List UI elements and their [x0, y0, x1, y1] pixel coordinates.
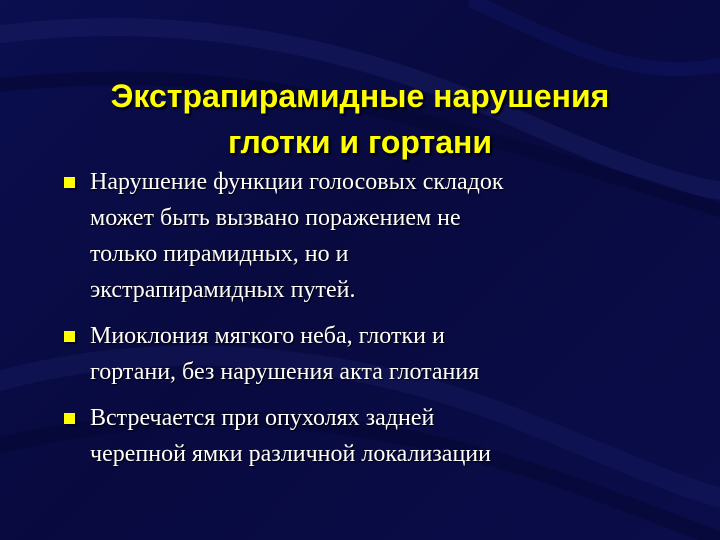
bullet-line: гортани, без нарушения акта глотания: [90, 359, 480, 385]
bullet-line: Миоклония мягкого неба, глотки и: [90, 323, 445, 349]
bullet-line: может быть вызвано поражением не: [90, 205, 461, 231]
bullet-line: черепной ямки различной локализации: [90, 441, 491, 467]
bullet-line: Встречается при опухолях задней: [90, 405, 435, 431]
bullet-marker-icon: [64, 413, 75, 424]
bullet-item: [60, 164, 680, 308]
slide-title-line-1: Экстрапирамидные нарушения: [110, 78, 610, 115]
slide-title-line-2: глотки и гортани: [227, 124, 493, 161]
bullet-list: [60, 164, 680, 482]
bullet-line: Нарушение функции голосовых складок: [90, 169, 504, 195]
bullet-item: [60, 318, 680, 390]
bullet-line: только пирамидных, но и: [90, 241, 349, 267]
bullet-item: [60, 400, 680, 472]
slide-title: [40, 73, 680, 165]
bullet-marker-icon: [64, 177, 75, 188]
bullet-text: [90, 318, 680, 390]
bullet-line: экстрапирамидных путей.: [90, 277, 356, 303]
bullet-marker-icon: [64, 331, 75, 342]
bullet-text: [90, 164, 680, 308]
bullet-text: [90, 400, 680, 472]
